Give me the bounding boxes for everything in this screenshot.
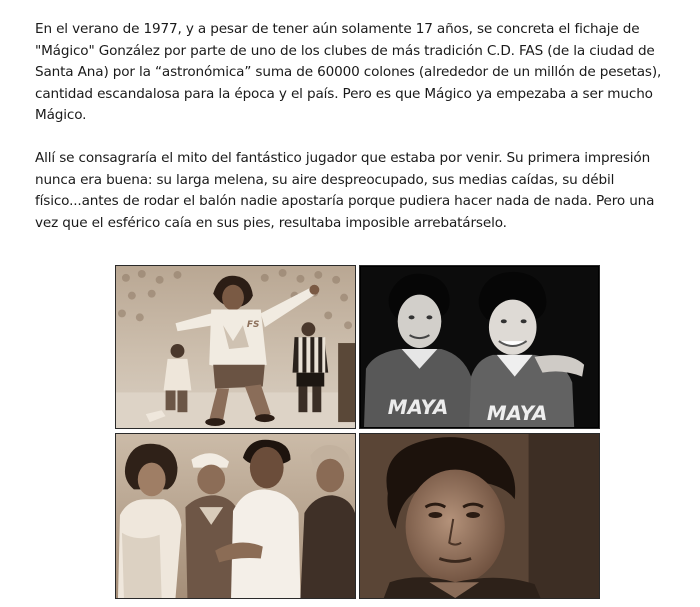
photo-crowd-handshake [115,433,356,599]
photo-crowd-handshake-image [116,434,355,598]
photo-match-action-image [116,266,355,428]
jersey-text-left: MAYA [387,396,449,420]
photo-two-players-embrace [359,265,600,429]
jersey-text-right: MAYA [486,402,548,426]
photo-match-action [115,265,356,429]
photo-two-players-embrace-image [360,266,599,428]
article-paragraph-1: En el verano de 1977, y a pesar de tener aún solamente 17 años, se concreta el fichaje de "Mágico" González por parte de uno de los clubes de más tradición C.D. FAS (de la ciudad de Santa Ana) por la “astronómica” suma de 60000 colones (alrededor de un millón de pesetas), cantidad escandalosa para la época y el país. Pero es que Mágico ya empezaba a ser mucho Mágico. [35,21,662,123]
photo-gallery [115,265,601,599]
photo-portrait-closeup-image [360,434,599,598]
photo-portrait-closeup [359,433,600,599]
article-paragraph-2: Allí se consagraría el mito del fantástico jugador que estaba por venir. Su primera impresión nunca era buena: su larga melena, su aire despreocupado, sus medias caídas, su débil físico...antes de rodar el balón nadie apostaría porque pudiera hacer nada de nada. Pero una vez que el esférico caía en sus pies, resultaba imposible arrebatárselo. [35,150,655,231]
jersey-letters: FS [246,320,260,331]
